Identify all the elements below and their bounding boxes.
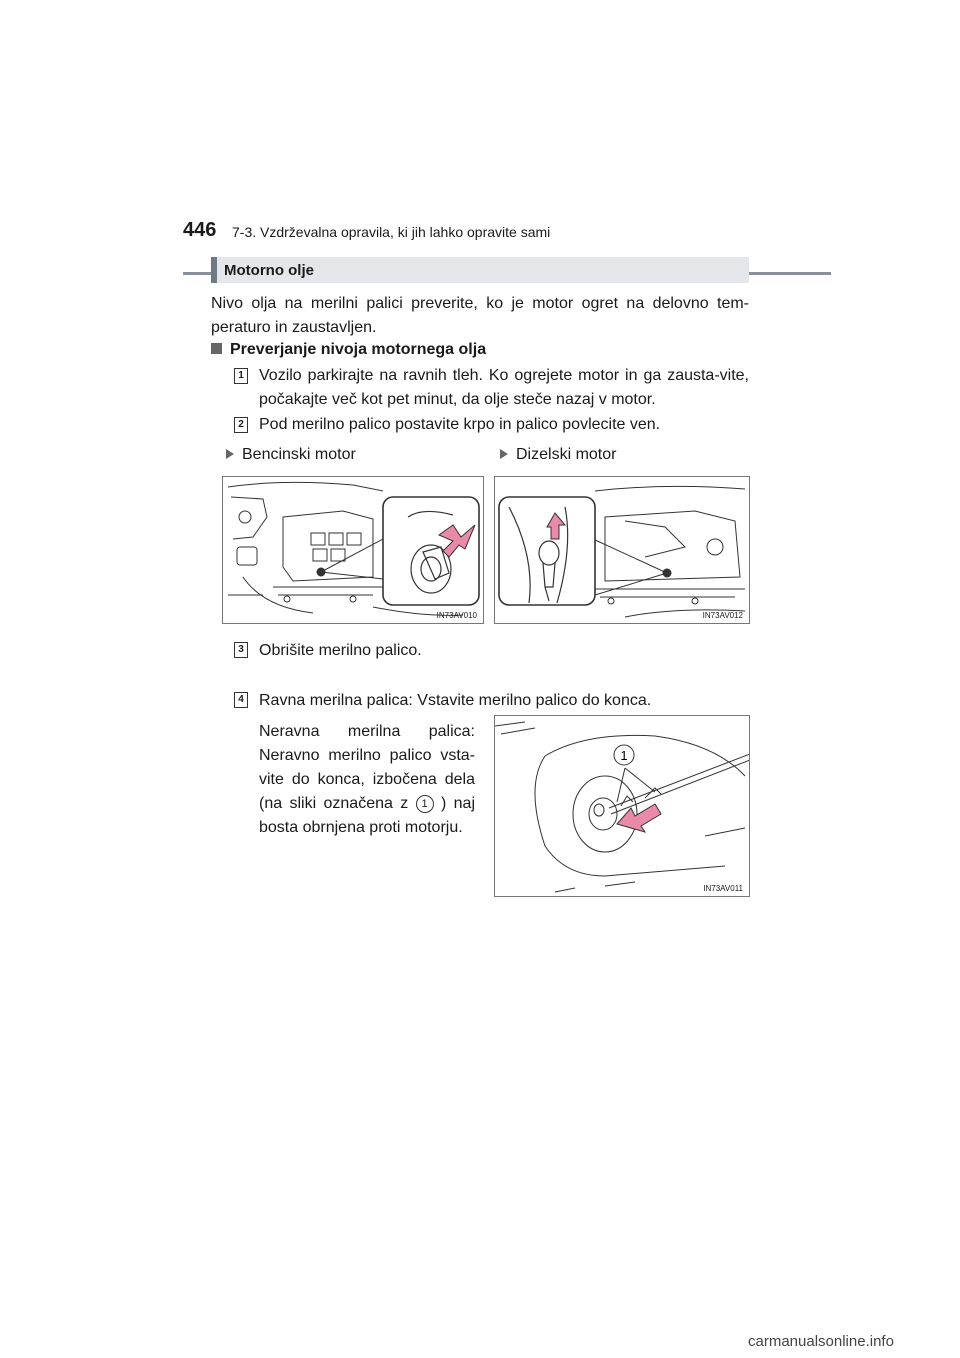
step-number-2: 2 <box>234 417 248 433</box>
petrol-engine-label <box>226 446 356 464</box>
step-1-text: Vozilo parkirajte na ravnih tleh. Ko ogrejete motor in ga zausta-vite, počakajte več kot pet minut, da olje steče nazaj v motor. <box>259 367 749 408</box>
running-head: 7-3. Vzdrževalna opravila, ki jih lahko opravite sami <box>232 224 551 240</box>
step-4-text: Ravna merilna palica: Vstavite merilno palico do konca. <box>259 692 652 709</box>
callout-1-label: 1 <box>620 748 628 763</box>
step-number-3: 3 <box>234 642 248 658</box>
diesel-engine-text: Dizelski motor <box>516 446 617 463</box>
insert-arrow-icon <box>617 804 661 832</box>
petrol-engine-figure <box>222 476 484 624</box>
step-4-note <box>259 720 475 840</box>
intro-paragraph: Nivo olja na merilni palici preverite, ko je motor ogret na delovno tem-peraturo in zaustavljen. <box>211 295 749 336</box>
figure-code-petrol: IN73AV010 <box>436 611 477 620</box>
triangle-bullet-icon <box>500 449 508 459</box>
watermark: carmanualsonline.info <box>748 1333 894 1350</box>
step-3-text: Obrišite merilno palico. <box>259 642 422 659</box>
figure-code-dipstick: IN73AV011 <box>703 884 743 893</box>
diesel-engine-illustration <box>495 477 750 624</box>
diesel-engine-figure <box>494 476 750 624</box>
step-4-note-before: Neravna merilna palica: Neravno merilno palico vsta-vite do konca, izbočena dela (na sliki označena z <box>259 723 475 812</box>
diesel-engine-label <box>500 446 616 464</box>
subheading-text: Preverjanje nivoja motornega olja <box>230 341 487 358</box>
section-title: Motorno olje <box>224 262 314 279</box>
step-number-1: 1 <box>234 368 248 384</box>
triangle-bullet-icon <box>226 449 234 459</box>
callout-1-inline: 1 <box>416 795 434 813</box>
petrol-engine-illustration <box>223 477 484 624</box>
page-number: 446 <box>183 219 217 241</box>
dipstick-illustration <box>495 716 750 897</box>
petrol-engine-text: Bencinski motor <box>242 446 356 463</box>
square-bullet-icon <box>211 343 222 354</box>
step-4-note-after: ) naj bosta obrnjena proti motorju. <box>259 795 476 836</box>
step-2-text: Pod merilno palico postavite krpo in palico povlecite ven. <box>259 416 661 433</box>
figure-code-diesel: IN73AV012 <box>702 611 743 620</box>
dipstick-figure <box>494 715 750 897</box>
step-number-4: 4 <box>234 692 248 708</box>
subheading <box>211 341 486 359</box>
